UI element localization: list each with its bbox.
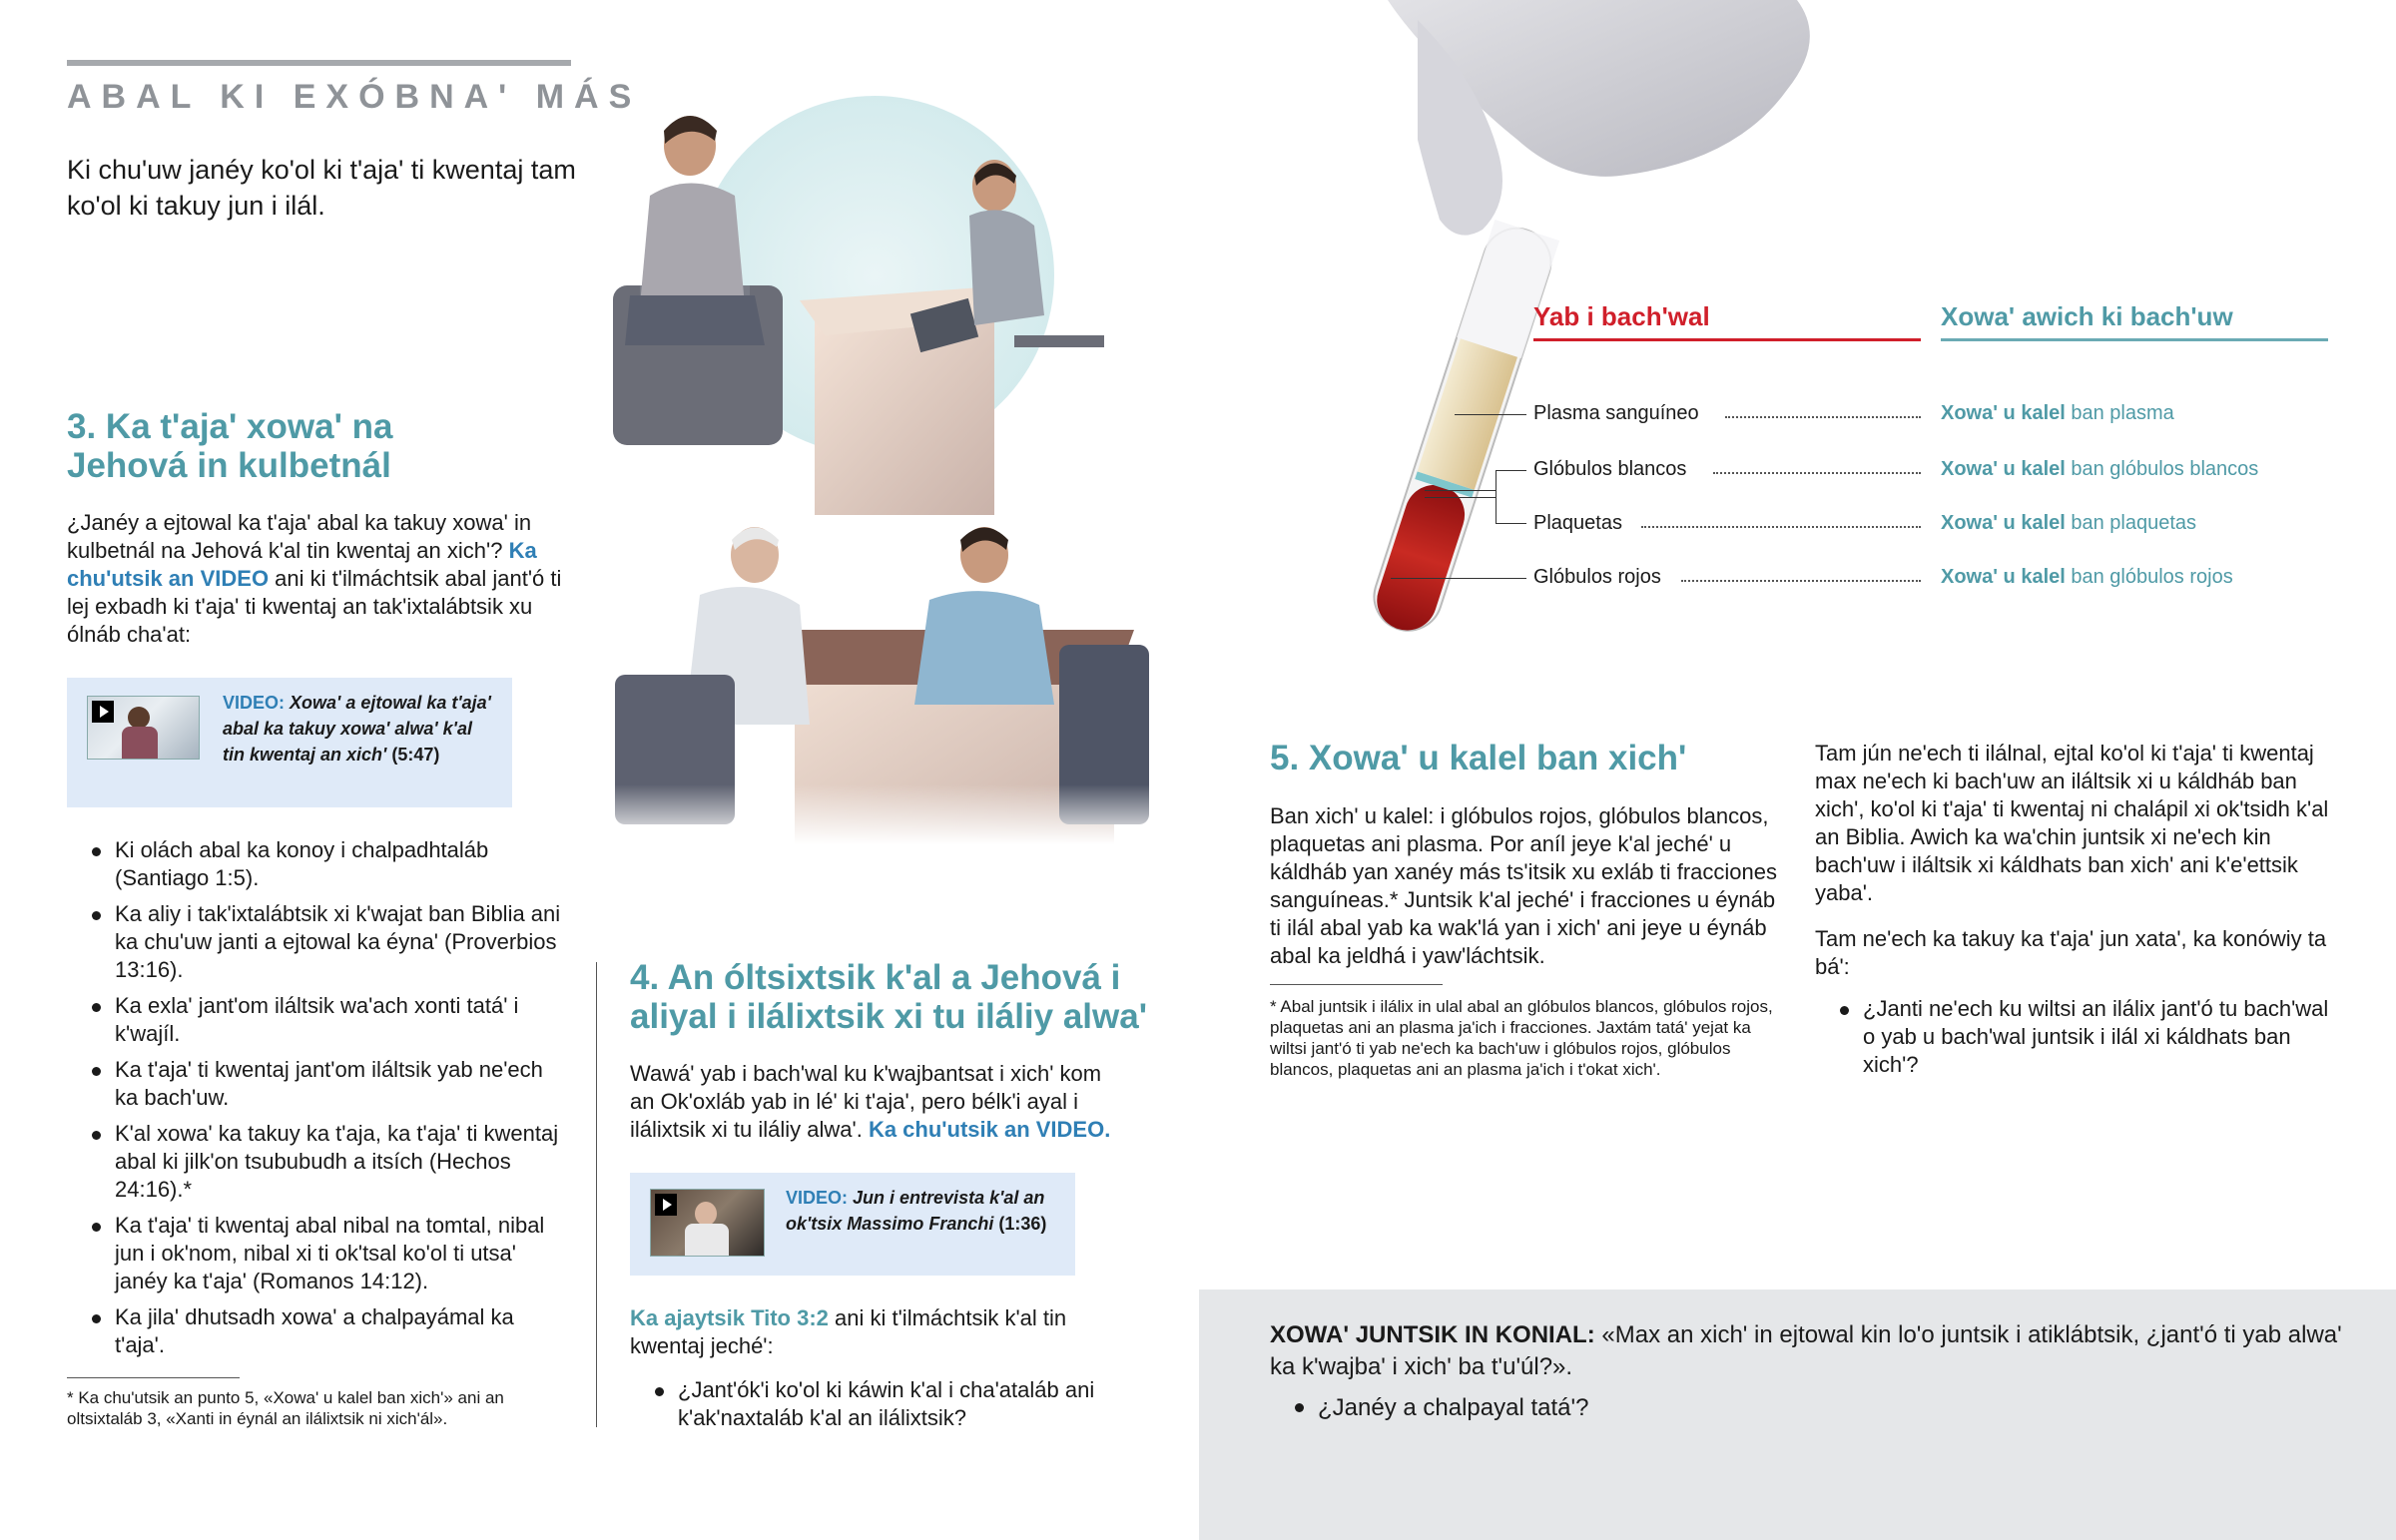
- header-each-decides: Xowa' awich ki bach'uw: [1941, 301, 2233, 331]
- consultation-illustration: [595, 86, 1174, 844]
- decision-text: Xowa' u kalel ban plaquetas: [1941, 512, 2197, 534]
- reflection-label: XOWA' JUNTSIK IN KONIAL:: [1270, 1321, 1595, 1348]
- leader-line: [1455, 414, 1526, 415]
- section3-paragraph: [67, 509, 566, 649]
- component-name: Plaquetas: [1533, 512, 1622, 534]
- video-caption-2: [786, 1185, 1065, 1237]
- reflection-text: «Max an xich' in ejtowal kin lo'o juntsik i atiklábtsik, ¿jant'ó ti yab alwa' ka k'wajba' i xich' ba t'u'úl?».: [1270, 1321, 2342, 1380]
- section5-title: 5. Xowa' u kalel ban xich': [1270, 739, 1687, 777]
- bullet-item: ¿Janéy a chalpayal tatá'?: [1270, 1392, 2268, 1424]
- section3-title: 3. Ka t'aja' xowa' na Jehová in kulbetnál: [67, 407, 393, 485]
- section5-right-paragraph-2: Tam ne'ech ka takuy ka t'aja' jun xata', ka konówiy ta bá':: [1815, 926, 2327, 979]
- bullet-item: Ka t'aja' ti kwentaj jant'om iláltsik yab ne'ech ka bach'uw.: [67, 1056, 566, 1112]
- dotted-leader: [1681, 580, 1921, 582]
- video-thumbnail-2[interactable]: [650, 1189, 765, 1257]
- section4-text: Wawá' yab i bach'wal ku k'wajbantsat i xich' kom an Ok'oxláb yab in lé' ki t'aja', pero bélk'i ayal i ilálixtsik xi tu iláliy alwa'.: [630, 1061, 1102, 1142]
- header-not-accepted-rule: [1533, 338, 1921, 341]
- leader-bracket: [1496, 470, 1497, 523]
- video-title: Xowa' a ejtowal ka t'aja' abal ka takuy xowa' alwa' k'al tin kwentaj an xich': [223, 693, 491, 765]
- section3-footnote: * Ka chu'utsik an punto 5, «Xowa' u kalel ban xich'» ani an oltsixtaláb 3, «Xanti in éynál an ilálixtsik ni xich'ál».: [67, 1388, 504, 1428]
- section3-video-link[interactable]: Ka chu'utsik an VIDEO: [67, 538, 537, 591]
- video-label: VIDEO:: [223, 693, 286, 713]
- section4-title: 4. An óltsixtsik k'al a Jehová i aliyal i ilálixtsik xi tu iláliy alwa': [630, 958, 1148, 1036]
- leader-line: [1496, 523, 1526, 524]
- video-caption-1: [223, 690, 492, 768]
- leader-line: [1391, 578, 1526, 579]
- header-each-decides-rule: [1941, 338, 2328, 341]
- play-icon: [92, 701, 114, 723]
- dotted-leader: [1641, 526, 1921, 528]
- bullet-item: ¿Jant'ók'i ko'ol ki káwin k'al i cha'ataláb ani k'ak'naxtaláb k'al an ilálixtsik?: [630, 1376, 1129, 1432]
- component-name: Glóbulos rojos: [1533, 566, 1661, 588]
- bullet-item: Ka jila' dhutsadh xowa' a chalpayámal ka t'aja'.: [67, 1303, 566, 1359]
- section3-text-a: ¿Janéy a ejtowal ka t'aja' abal ka takuy xowa' in kulbetnál na Jehová k'al tin kwentaj an xich'?: [67, 510, 532, 563]
- section3-text-b: ani ki t'ilmáchtsik abal jant'ó ti lej exbadh ki t'aja' ti kwentaj an tak'ixtalábtsik xu ólnáb cha'at:: [67, 566, 562, 647]
- footnote-rule: [67, 1377, 240, 1378]
- bullet-item: K'al xowa' ka takuy ka t'aja, ka t'aja' ti kwentaj abal ki jilk'on tsububudh a itsích (Hechos 24:16).*: [67, 1120, 566, 1204]
- blood-row: [1533, 458, 2332, 482]
- header-not-accepted: Yab i bach'wal: [1533, 301, 1710, 331]
- bullet-item: Ki olách abal ka konoy i chalpadhtaláb (Santiago 1:5).: [67, 836, 566, 892]
- video-duration: (5:47): [391, 745, 440, 765]
- video-duration: (1:36): [998, 1214, 1047, 1234]
- video-thumbnail-1[interactable]: [87, 696, 200, 760]
- bullet-item: Ka exla' jant'om iláltsik wa'ach xonti tatá' i k'wajíl.: [67, 992, 566, 1048]
- section4-reading: [630, 1304, 1129, 1360]
- section3-bullet-list: [67, 836, 566, 1367]
- section5-paragraph: Ban xich' u kalel: i glóbulos rojos, glóbulos blancos, plaquetas ani plasma. Por aníl jeye k'al jeché' u káldháb yan xanéy más ts'itsik xu exláb ti fracciones sanguíneas.* Juntsik k'al jeché' i fracciones u éynáb ti ilál abal yab ka wak'lá yan i xich' ani jeye u éynáb abal ka jeldhá i yaw'láchtsik.: [1270, 803, 1777, 968]
- video-card-2[interactable]: [630, 1173, 1075, 1276]
- section5-right-paragraph-1: Tam jún ne'ech ti ilálnal, ejtal ko'ol ki t'aja' ti kwentaj max ne'ech ki bach'uw an iláltsik xi u káldháb ban xich', ko'ol ki t'aja' ti kwentaj ni chalápil xi ok'tsidh k'al an Biblia. Awich ka wa'chin juntsik xi ne'ech kin bach'uw i iláltsik xi káldhats ban xich' ani k'e'ettsik yaba'.: [1815, 741, 2329, 905]
- bullet-item: Ka t'aja' ti kwentaj abal nibal na tomtal, nibal jun i ok'nom, nibal xi ti ok'tsal ko'ol ti utsa' janéy ka t'aja' (Romanos 14:12).: [67, 1212, 566, 1295]
- section4-paragraph: [630, 1060, 1129, 1144]
- leader-line: [1496, 470, 1526, 471]
- bullet-item: Ka aliy i tak'ixtalábtsik xi k'wajat ban Biblia ani ka chu'uw janti a ejtowal ka éyna' (Proverbios 13:16).: [67, 900, 566, 984]
- page-header: ABAL KI EXÓBNA' MÁS: [67, 78, 642, 116]
- component-name: Glóbulos blancos: [1533, 458, 1687, 480]
- column-divider: [596, 962, 597, 1427]
- dotted-leader: [1725, 416, 1921, 418]
- decision-text: Xowa' u kalel ban glóbulos rojos: [1941, 566, 2233, 588]
- video-card-1[interactable]: [67, 678, 512, 807]
- section4-bullet-list: [630, 1376, 1129, 1440]
- reflection-question: [1270, 1319, 2368, 1383]
- video-label: VIDEO:: [786, 1188, 849, 1208]
- bullet-item: ¿Janti ne'ech ku wiltsi an ilálix jant'ó tu bach'wal o yab u bach'wal juntsik i ilál xi káldhats ban xich'?: [1815, 995, 2334, 1079]
- play-icon: [655, 1194, 677, 1216]
- section4-reading-text: ani ki t'ilmáchtsik k'al tin kwentaj jeché':: [630, 1305, 1067, 1358]
- footnote-rule: [1270, 984, 1443, 985]
- blood-row: [1533, 566, 2332, 590]
- decision-text: Xowa' u kalel ban glóbulos blancos: [1941, 458, 2259, 480]
- leader-line: [1425, 497, 1497, 498]
- blood-row: [1533, 402, 2332, 426]
- section4-video-link[interactable]: Ka chu'utsik an VIDEO.: [868, 1117, 1111, 1142]
- section5-bullet-list: [1815, 995, 2334, 1087]
- header-rule: [67, 60, 571, 66]
- component-name: Plasma sanguíneo: [1533, 402, 1699, 424]
- video-title: Jun i entrevista k'al an ok'tsix Massimo Franchi: [786, 1188, 1045, 1234]
- dotted-leader: [1713, 472, 1921, 474]
- blood-row: [1533, 512, 2332, 536]
- leader-line: [1425, 490, 1497, 491]
- section5-footnote: * Abal juntsik i ilálix in ulal abal an glóbulos blancos, glóbulos rojos, plaquetas ani an plasma ja'ich i fracciones. Jaxtám tatá' yejat ka wiltsi jant'ó ti yab ne'ech ka bach'uw i glóbulos rojos, glóbulos blancos, plaquetas ani an plasma ja'ich i t'okat xich'.: [1270, 997, 1773, 1079]
- reflection-bullet-list: [1270, 1392, 2268, 1432]
- intro-text: Ki chu'uw janéy ko'ol ki t'aja' ti kwentaj tam ko'ol ki takuy jun i ilál.: [67, 155, 576, 221]
- decision-text: Xowa' u kalel ban plasma: [1941, 402, 2174, 424]
- scripture-link[interactable]: Ka ajaytsik Tito 3:2: [630, 1305, 829, 1330]
